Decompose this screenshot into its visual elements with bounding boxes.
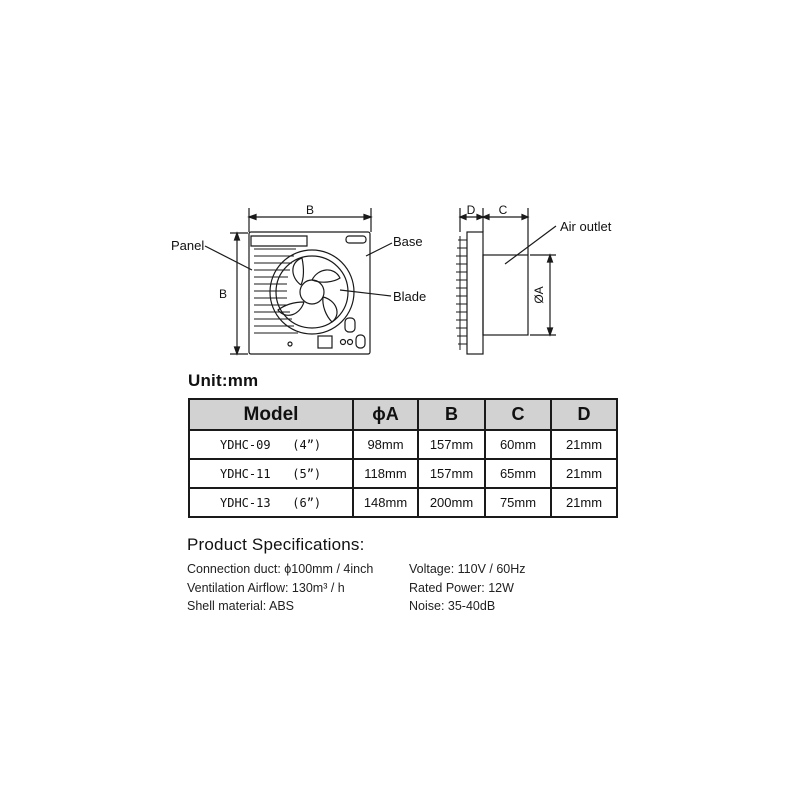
spec-rated-power: Rated Power: 12W	[409, 580, 514, 595]
spec-voltage: Voltage: 110V / 60Hz	[409, 562, 526, 576]
c-cell: 75mm	[485, 488, 551, 517]
b-cell: 157mm	[418, 459, 485, 488]
air-outlet-label: Air outlet	[560, 219, 612, 234]
model-dimension-table	[188, 398, 618, 518]
b-cell: 157mm	[418, 430, 485, 459]
d-cell: 21mm	[551, 488, 617, 517]
model-cell: YDHC-09 (4”)	[189, 430, 353, 459]
spec-connection-duct: Connection duct: ϕ100mm / 4inch	[187, 562, 374, 576]
dim-d-label: D	[466, 203, 476, 217]
side-view	[456, 208, 556, 354]
specifications-right-column	[409, 560, 526, 616]
model-cell: YDHC-13 (6”)	[189, 488, 353, 517]
unit-label: Unit:mm	[188, 371, 259, 390]
header-model: Model	[189, 399, 353, 430]
table-row	[189, 430, 617, 459]
header-b: B	[418, 399, 485, 430]
a-cell: 98mm	[353, 430, 418, 459]
a-cell: 148mm	[353, 488, 418, 517]
d-cell: 21mm	[551, 459, 617, 488]
c-cell: 60mm	[485, 430, 551, 459]
panel-label: Panel	[171, 238, 205, 253]
dim-b-top-label: B	[305, 203, 315, 217]
header-d: D	[551, 399, 617, 430]
dim-b-side-label: B	[218, 287, 228, 301]
header-c: C	[485, 399, 551, 430]
d-cell: 21mm	[551, 430, 617, 459]
spec-shell-material: Shell material: ABS	[187, 599, 294, 613]
table-row	[189, 459, 617, 488]
specifications-title: Product Specifications:	[187, 535, 365, 554]
model-cell: YDHC-11 (5”)	[189, 459, 353, 488]
b-cell: 200mm	[418, 488, 485, 517]
c-cell: 65mm	[485, 459, 551, 488]
front-view	[205, 208, 392, 354]
a-cell: 118mm	[353, 459, 418, 488]
table-header-row	[189, 399, 617, 430]
dim-c-label: C	[498, 203, 508, 217]
specifications-left-column	[187, 560, 373, 616]
base-label: Base	[393, 234, 423, 249]
table-row	[189, 488, 617, 517]
dim-a-label: ØA	[532, 286, 546, 304]
spec-airflow: Ventilation Airflow: 130m³ / h	[187, 580, 345, 595]
blade-label: Blade	[393, 289, 427, 304]
header-a: ϕA	[353, 399, 418, 430]
spec-noise: Noise: 35-40dB	[409, 599, 496, 613]
